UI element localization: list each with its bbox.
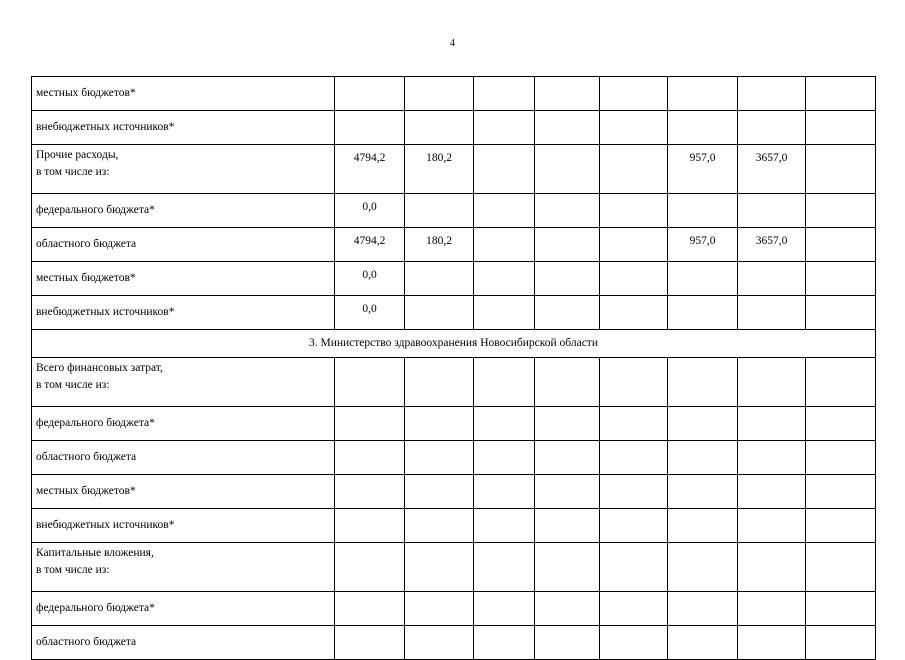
value-cell: [535, 111, 600, 145]
value-cell: [405, 358, 474, 407]
value-cell: [600, 626, 668, 660]
value-cell: [668, 262, 738, 296]
value-cell: [535, 509, 600, 543]
section-header-group: [32, 330, 876, 358]
value-cell: [405, 77, 474, 111]
table-row: [32, 77, 876, 111]
value-cell: [600, 543, 668, 592]
value-cell: [600, 358, 668, 407]
row-label-line: областного бюджета: [36, 636, 137, 648]
value-cell: [405, 262, 474, 296]
value-cell: [535, 592, 600, 626]
value-cell: [668, 358, 738, 407]
table-body-bottom: [32, 358, 876, 660]
value-cell: [668, 296, 738, 330]
row-label-line: местных бюджетов*: [36, 485, 136, 497]
value-cell: [738, 111, 806, 145]
table-row: [32, 407, 876, 441]
value-cell: [600, 441, 668, 475]
value-cell: [806, 543, 876, 592]
value-cell: [738, 262, 806, 296]
value-cell: [806, 592, 876, 626]
value-cell: [600, 77, 668, 111]
value-cell: [600, 475, 668, 509]
row-label: [32, 145, 335, 194]
value-cell: 0,0: [335, 262, 405, 296]
value-cell: [600, 262, 668, 296]
value-cell: [668, 626, 738, 660]
row-label-line: областного бюджета: [36, 238, 137, 250]
value-cell: [668, 543, 738, 592]
row-label-line: внебюджетных источников*: [36, 519, 175, 531]
value-cell: 0,0: [335, 296, 405, 330]
value-cell: [806, 296, 876, 330]
value-cell: [474, 626, 535, 660]
value-cell: [668, 475, 738, 509]
value-cell: 3657,0: [738, 145, 806, 194]
value-cell: [806, 358, 876, 407]
value-cell: [535, 358, 600, 407]
value-cell: [535, 407, 600, 441]
value-cell: [668, 592, 738, 626]
row-label: [32, 543, 335, 592]
section-row: [32, 330, 876, 358]
value-cell: [668, 509, 738, 543]
table-row: [32, 111, 876, 145]
row-label-line: внебюджетных источников*: [36, 121, 175, 133]
value-cell: [806, 228, 876, 262]
value-cell: [535, 262, 600, 296]
value-cell: [668, 77, 738, 111]
value-cell: [405, 509, 474, 543]
value-cell: [738, 407, 806, 441]
row-label-line: Капитальные вложения,: [36, 547, 154, 559]
table-row: [32, 358, 876, 407]
value-cell: 180,2: [405, 228, 474, 262]
row-label-line: в том числе из:: [36, 166, 110, 178]
value-cell: [535, 475, 600, 509]
value-cell: [335, 592, 405, 626]
value-cell: [474, 441, 535, 475]
value-cell: [474, 407, 535, 441]
value-cell: [668, 441, 738, 475]
table-row: [32, 475, 876, 509]
row-label-line: федерального бюджета*: [36, 602, 155, 614]
value-cell: [335, 407, 405, 441]
value-cell: [405, 543, 474, 592]
row-label-line: местных бюджетов*: [36, 87, 136, 99]
value-cell: [474, 475, 535, 509]
row-label: [32, 228, 335, 262]
value-cell: [335, 358, 405, 407]
value-cell: [335, 543, 405, 592]
value-cell: [474, 111, 535, 145]
row-label-line: федерального бюджета*: [36, 417, 155, 429]
row-label: [32, 475, 335, 509]
value-cell: 0,0: [335, 194, 405, 228]
row-label: [32, 407, 335, 441]
value-cell: [738, 358, 806, 407]
value-cell: [738, 543, 806, 592]
page-number: 4: [450, 38, 455, 49]
row-label: [32, 358, 335, 407]
value-cell: [738, 441, 806, 475]
value-cell: [335, 626, 405, 660]
value-cell: [474, 296, 535, 330]
row-label: [32, 77, 335, 111]
table-row: [32, 262, 876, 296]
value-cell: [405, 626, 474, 660]
value-cell: [600, 296, 668, 330]
value-cell: [535, 626, 600, 660]
table-row: [32, 543, 876, 592]
value-cell: [806, 407, 876, 441]
value-cell: [806, 441, 876, 475]
value-cell: [806, 509, 876, 543]
value-cell: [806, 475, 876, 509]
value-cell: [668, 407, 738, 441]
value-cell: [474, 543, 535, 592]
value-cell: [335, 441, 405, 475]
value-cell: 3657,0: [738, 228, 806, 262]
value-cell: [474, 358, 535, 407]
value-cell: [806, 262, 876, 296]
value-cell: [405, 194, 474, 228]
value-cell: [335, 509, 405, 543]
value-cell: [535, 77, 600, 111]
value-cell: [474, 509, 535, 543]
value-cell: [738, 509, 806, 543]
value-cell: [600, 145, 668, 194]
value-cell: [335, 77, 405, 111]
row-label: [32, 441, 335, 475]
value-cell: 4794,2: [335, 145, 405, 194]
value-cell: [600, 592, 668, 626]
table-row: [32, 509, 876, 543]
value-cell: [668, 111, 738, 145]
value-cell: [600, 509, 668, 543]
value-cell: [535, 543, 600, 592]
row-label-line: в том числе из:: [36, 379, 110, 391]
value-cell: [806, 145, 876, 194]
row-label: [32, 509, 335, 543]
table-row: [32, 194, 876, 228]
value-cell: [806, 77, 876, 111]
value-cell: [806, 626, 876, 660]
value-cell: [600, 228, 668, 262]
row-label: [32, 626, 335, 660]
value-cell: [600, 111, 668, 145]
value-cell: 180,2: [405, 145, 474, 194]
value-cell: [535, 228, 600, 262]
value-cell: [738, 296, 806, 330]
table-row: [32, 626, 876, 660]
row-label-line: местных бюджетов*: [36, 272, 136, 284]
value-cell: [474, 194, 535, 228]
value-cell: [405, 296, 474, 330]
table-row: [32, 296, 876, 330]
table-row: [32, 441, 876, 475]
value-cell: [474, 592, 535, 626]
budget-table: [31, 76, 876, 660]
row-label-line: в том числе из:: [36, 564, 110, 576]
value-cell: [335, 475, 405, 509]
value-cell: 957,0: [668, 145, 738, 194]
value-cell: [806, 194, 876, 228]
row-label: [32, 262, 335, 296]
table-row: [32, 592, 876, 626]
row-label-line: Прочие расходы,: [36, 149, 119, 161]
row-label: [32, 194, 335, 228]
value-cell: [535, 194, 600, 228]
table-row: [32, 145, 876, 194]
value-cell: [600, 407, 668, 441]
value-cell: [405, 111, 474, 145]
value-cell: [474, 145, 535, 194]
value-cell: [738, 194, 806, 228]
value-cell: [474, 262, 535, 296]
value-cell: [738, 592, 806, 626]
value-cell: 957,0: [668, 228, 738, 262]
value-cell: [535, 441, 600, 475]
value-cell: [405, 407, 474, 441]
value-cell: [335, 111, 405, 145]
value-cell: [474, 228, 535, 262]
value-cell: [405, 592, 474, 626]
value-cell: [405, 441, 474, 475]
row-label: [32, 111, 335, 145]
value-cell: [806, 111, 876, 145]
value-cell: [405, 475, 474, 509]
value-cell: [535, 296, 600, 330]
section-title: 3. Министерство здравоохранения Новосибирской области: [32, 330, 876, 358]
row-label-line: областного бюджета: [36, 451, 137, 463]
row-label: [32, 592, 335, 626]
value-cell: [600, 194, 668, 228]
value-cell: [535, 145, 600, 194]
value-cell: [474, 77, 535, 111]
row-label-line: внебюджетных источников*: [36, 306, 175, 318]
value-cell: [738, 626, 806, 660]
value-cell: [738, 475, 806, 509]
value-cell: 4794,2: [335, 228, 405, 262]
row-label-line: Всего финансовых затрат,: [36, 362, 163, 374]
table-body-top: [32, 77, 876, 330]
table-row: [32, 228, 876, 262]
row-label-line: федерального бюджета*: [36, 204, 155, 216]
row-label: [32, 296, 335, 330]
value-cell: [738, 77, 806, 111]
value-cell: [668, 194, 738, 228]
